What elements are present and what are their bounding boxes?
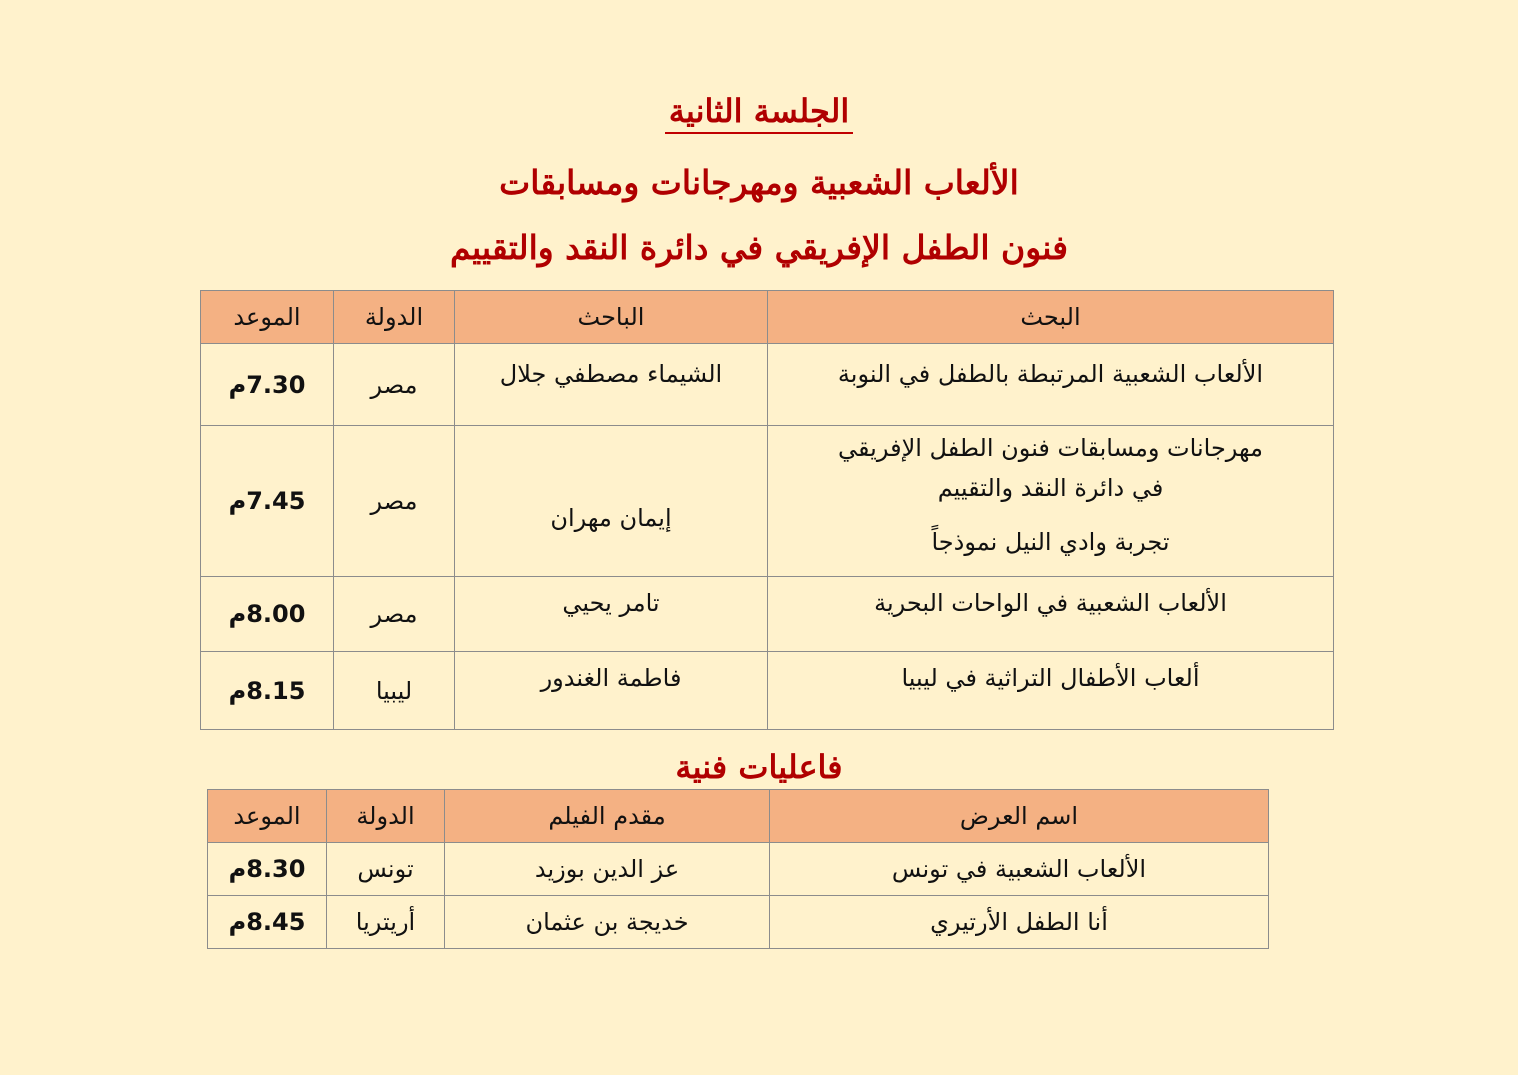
show-name: أنا الطفل الأرتيري — [770, 896, 1269, 949]
time: 8.15م — [201, 652, 334, 730]
time: 8.30م — [208, 843, 327, 896]
subtitle-line-2: فنون الطفل الإفريقي في دائرة النقد والتقييم — [450, 228, 1068, 267]
header-presenter: مقدم الفيلم — [445, 790, 770, 843]
time: 7.45م — [201, 426, 334, 577]
researcher-name — [455, 652, 768, 730]
art-events-table — [207, 789, 1269, 949]
research-title-line: تجربة وادي النيل نموذجاً — [931, 528, 1170, 556]
header-time: الموعد — [201, 291, 334, 344]
table-row — [201, 577, 1334, 652]
header-researcher: الباحث — [455, 291, 768, 344]
art-table-header-row — [208, 790, 1269, 843]
table-row — [201, 652, 1334, 730]
header-country: الدولة — [334, 291, 455, 344]
researcher-name-text: الشيماء مصطفي جلال — [499, 360, 723, 388]
header-research: البحث — [768, 291, 1334, 344]
session-title — [0, 92, 1518, 130]
art-section-title: فاعليات فنية — [675, 748, 843, 786]
header-time: الموعد — [208, 790, 327, 843]
show-name: الألعاب الشعبية في تونس — [770, 843, 1269, 896]
subtitle-line-1: الألعاب الشعبية ومهرجانات ومسابقات — [499, 163, 1019, 202]
header-show-name: اسم العرض — [770, 790, 1269, 843]
country: أريتريا — [327, 896, 445, 949]
country: تونس — [327, 843, 445, 896]
table-row — [208, 896, 1269, 949]
time: 7.30م — [201, 344, 334, 426]
time: 8.45م — [208, 896, 327, 949]
table-row — [208, 843, 1269, 896]
header-country: الدولة — [327, 790, 445, 843]
research-title — [768, 426, 1334, 577]
table-row — [201, 426, 1334, 577]
session-title-text: الجلسة الثانية — [665, 92, 854, 134]
research-title — [768, 652, 1334, 730]
research-title-line: مهرجانات ومسابقات فنون الطفل الإفريقي — [838, 434, 1263, 462]
research-title-line: الألعاب الشعبية المرتبطة بالطفل في النوبة — [837, 360, 1264, 388]
research-title-line: في دائرة النقد والتقييم — [937, 474, 1164, 502]
table-row — [201, 344, 1334, 426]
presenter-name: عز الدين بوزيد — [445, 843, 770, 896]
country: مصر — [334, 577, 455, 652]
research-title-line: ألعاب الأطفال التراثية في ليبيا — [901, 664, 1200, 692]
researcher-name — [455, 577, 768, 652]
country: مصر — [334, 344, 455, 426]
time: 8.00م — [201, 577, 334, 652]
research-title — [768, 344, 1334, 426]
research-table — [200, 290, 1334, 730]
research-title-line: الألعاب الشعبية في الواحات البحرية — [874, 589, 1227, 617]
researcher-name — [455, 344, 768, 426]
country: ليبيا — [334, 652, 455, 730]
researcher-name-text: تامر يحيي — [562, 589, 660, 617]
presenter-name: خديجة بن عثمان — [445, 896, 770, 949]
researcher-name-text: فاطمة الغندور — [540, 664, 682, 692]
research-title — [768, 577, 1334, 652]
researcher-name: إيمان مهران — [455, 426, 768, 577]
country: مصر — [334, 426, 455, 577]
research-table-header-row — [201, 291, 1334, 344]
